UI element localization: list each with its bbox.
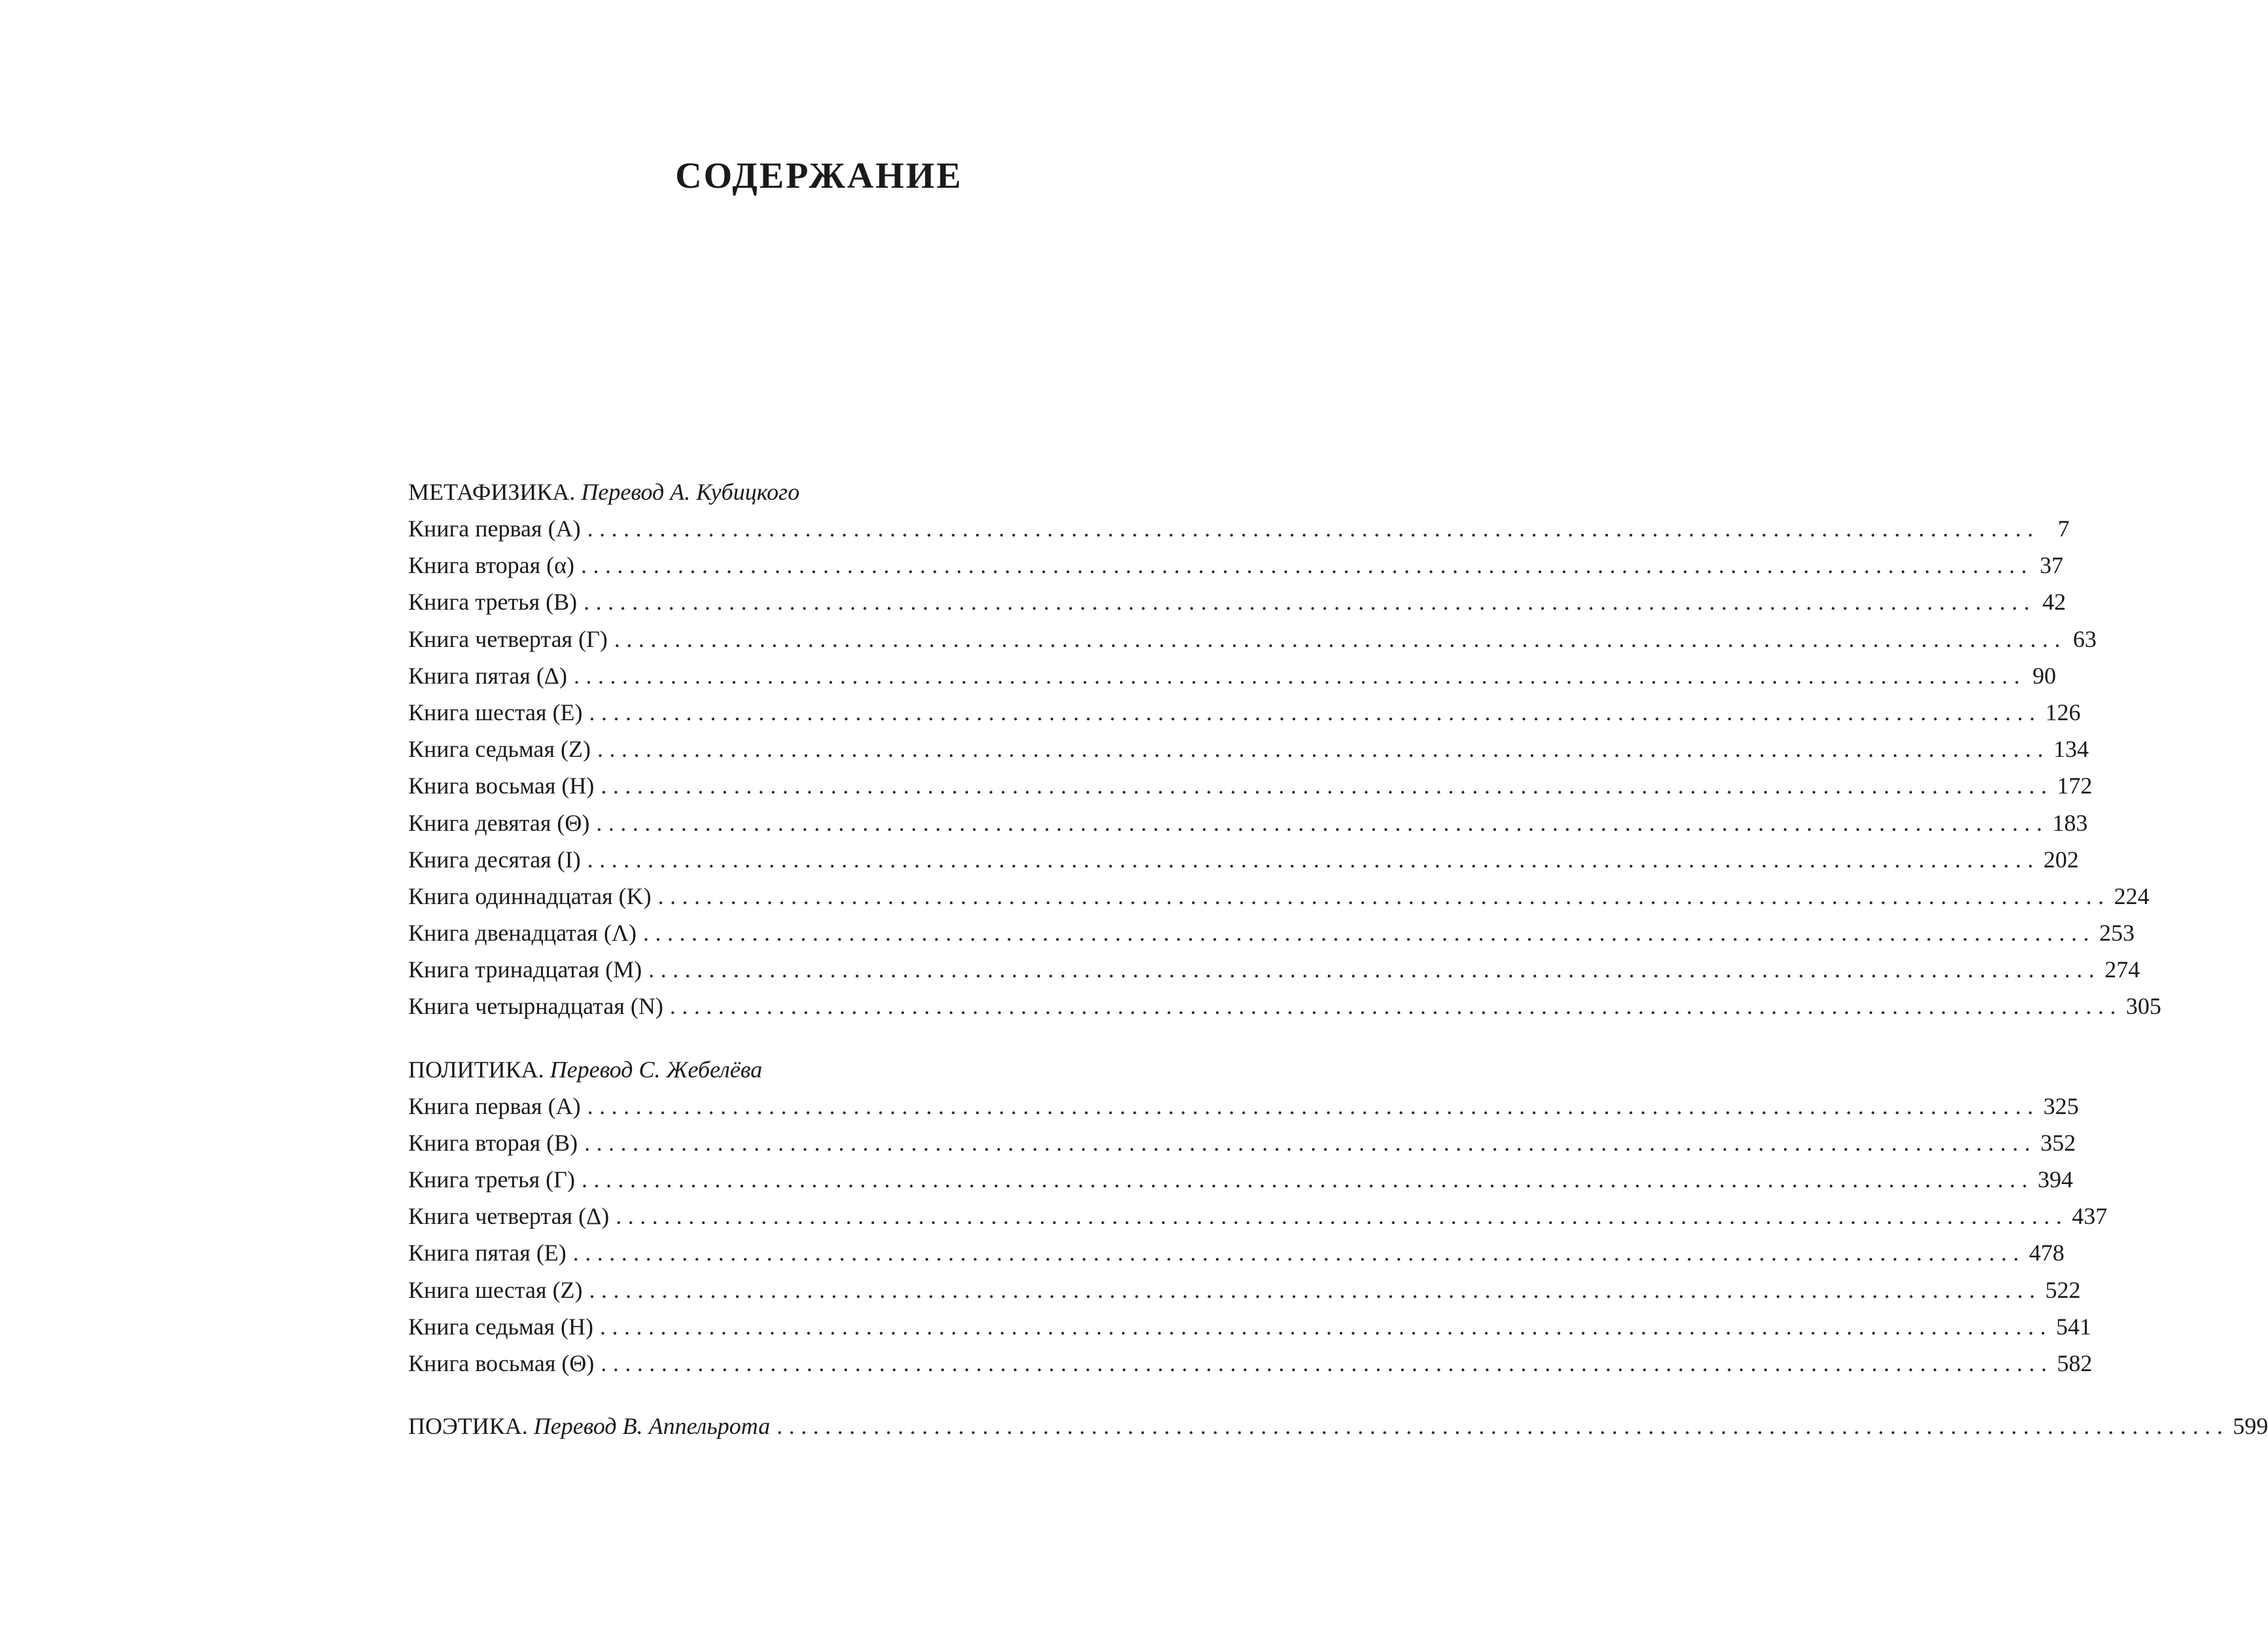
toc-entry-label: Книга четвертая (Δ) [408,1203,610,1230]
dot-leader: ........................................................................................................................ [589,1276,2042,1303]
dot-leader: ........................................................................................................................ [587,1092,2040,1119]
toc-entry[interactable] [408,510,2070,547]
toc-entry-label: Книга четвертая (Γ) [408,625,608,652]
toc-entry-label: Книга восьмая (H) [408,773,595,799]
section-name: МЕТАФИЗИКА. [408,479,576,505]
toc-entry-label [408,1408,770,1444]
dot-leader: ........................................................................................................................ [573,662,2026,689]
toc-entry[interactable] [408,731,2089,767]
dot-leader: ........................................................................................................................ [584,1129,2037,1156]
dot-leader: ........................................................................................................................ [589,699,2042,725]
toc-entry[interactable] [408,805,2088,841]
page-number: 305 [2125,993,2161,1020]
toc-entry[interactable] [408,767,2093,804]
toc-entry[interactable] [408,584,2067,620]
dot-leader: ........................................................................................................................ [600,1313,2052,1340]
page-number: 325 [2043,1092,2079,1119]
toc-entry-label: Книга седьмая (H) [408,1313,593,1340]
dot-leader: ........................................................................................................................ [572,1240,2025,1266]
page-number: 134 [2053,736,2089,763]
dot-leader: ........................................................................................................................ [584,589,2036,616]
page-number: 394 [2037,1166,2073,1193]
dot-leader: ........................................................................................................................ [776,1413,2229,1440]
dot-leader: ........................................................................................................................ [601,773,2053,799]
toc-entry[interactable] [408,1345,2093,1382]
page-number: 183 [2052,809,2088,836]
toc-entry-label: Книга первая (A) [408,515,581,542]
dot-leader: ........................................................................................................................ [614,625,2067,652]
politics-entries [408,1088,2108,1382]
page-number: 126 [2045,699,2081,725]
toc-entry[interactable] [408,951,2140,988]
section-translator: Перевод А. Кубицкого [581,479,800,505]
toc-entry-label: Книга шестая (E) [408,699,583,725]
page-number: 37 [2040,552,2064,579]
dot-leader: ........................................................................................................................ [587,846,2040,873]
toc-entry[interactable] [408,1272,2081,1308]
metaphysics-entries [408,510,2161,1025]
page-number: 202 [2043,846,2079,873]
page-number: 541 [2056,1313,2091,1340]
table-of-contents [408,474,2268,1444]
toc-entry[interactable] [408,1198,2108,1234]
toc-entry[interactable] [408,1088,2079,1124]
page-title: СОДЕРЖАНИЕ [675,156,963,196]
toc-entry[interactable] [408,657,2056,694]
page-number: 352 [2040,1129,2076,1156]
toc-entry-label: Книга десятая (I) [408,846,581,873]
page-number: 582 [2057,1350,2093,1376]
toc-entry[interactable] [408,547,2064,584]
toc-entry-label: Книга восьмая (Θ) [408,1350,595,1376]
toc-entry[interactable] [408,988,2161,1024]
toc-entry[interactable] [408,621,2097,657]
section-spacer [408,1382,1221,1408]
dot-leader: ........................................................................................................................ [669,993,2122,1020]
toc-entry[interactable] [408,841,2079,878]
page-number: 522 [2045,1276,2081,1303]
section-heading-politics [408,1051,1221,1088]
toc-entry-label: Книга одиннадцатая (K) [408,882,652,909]
toc-entry-label: Книга пятая (Δ) [408,662,567,689]
dot-leader: ........................................................................................................................ [587,515,2040,542]
page-number: 274 [2104,956,2140,983]
page-number: 172 [2057,773,2093,799]
toc-entry-label: Книга седьмая (Z) [408,736,591,763]
section-name: ПОЭТИКА. [408,1413,528,1440]
toc-entry-label: Книга шестая (Z) [408,1276,583,1303]
toc-entry[interactable] [408,1124,2076,1161]
dot-leader: ........................................................................................................................ [643,920,2096,947]
dot-leader: ........................................................................................................................ [657,882,2110,909]
dot-leader: ........................................................................................................................ [648,956,2101,983]
toc-entry-label: Книга двенадцатая (Λ) [408,920,637,947]
section-translator: Перевод С. Жебелёва [550,1056,763,1083]
dot-leader: ........................................................................................................................ [601,1350,2053,1376]
toc-entry[interactable] [408,915,2135,951]
dot-leader: ........................................................................................................................ [596,809,2049,836]
page-number: 42 [2042,589,2067,616]
section-translator: Перевод В. Аппельрота [533,1413,771,1440]
section-heading-metaphysics [408,474,1221,510]
toc-entry-label: Книга вторая (B) [408,1129,578,1156]
toc-entry[interactable] [408,1161,2073,1198]
dot-leader: ........................................................................................................................ [581,1166,2034,1193]
dot-leader: ........................................................................................................................ [597,736,2050,763]
page-number: 90 [2032,662,2056,689]
toc-entry-label: Книга четырнадцатая (N) [408,993,663,1020]
section-name: ПОЛИТИКА. [408,1056,544,1083]
toc-entry-poetics[interactable] [408,1408,2268,1444]
toc-entry-label: Книга пятая (E) [408,1240,567,1266]
toc-entry-label: Книга третья (Γ) [408,1166,575,1193]
toc-entry[interactable] [408,1234,2065,1271]
page-number: 253 [2099,920,2135,947]
page-number: 224 [2114,882,2150,909]
toc-entry-label: Книга первая (A) [408,1092,581,1119]
toc-entry-label: Книга тринадцатая (M) [408,956,642,983]
toc-entry[interactable] [408,694,2081,731]
page-number: 63 [2072,625,2097,652]
section-spacer [408,1025,1221,1051]
toc-entry-label: Книга вторая (α) [408,552,575,579]
toc-entry[interactable] [408,878,2150,915]
toc-entry-label: Книга девятая (Θ) [408,809,590,836]
toc-entry-label: Книга третья (B) [408,589,578,616]
toc-entry[interactable] [408,1308,2091,1345]
page-number: 437 [2072,1203,2108,1230]
page-number: 599 [2233,1413,2268,1440]
page-number: 478 [2029,1240,2065,1266]
dot-leader: ........................................................................................................................ [616,1203,2068,1230]
dot-leader: ........................................................................................................................ [581,552,2034,579]
page-number: 7 [2057,515,2070,542]
